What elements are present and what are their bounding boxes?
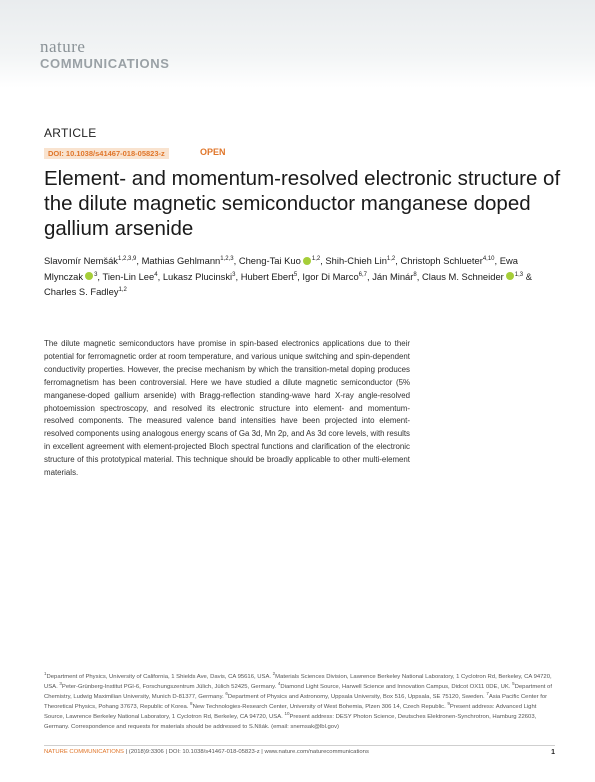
author-name[interactable]: Ján Minár xyxy=(372,270,414,282)
author-separator: , xyxy=(157,270,163,282)
affiliation-superscript: 5 xyxy=(293,271,298,278)
author-name[interactable]: Slavomír Nemšák xyxy=(44,255,118,266)
footnote-text: Asia Pacific Center for Theoretical Physics, Pohang 37673, Republic of Korea. xyxy=(44,694,548,710)
affiliation-superscript: 4,10 xyxy=(482,255,495,262)
footnote-number: 6 xyxy=(225,691,228,697)
footnote-number: 1 xyxy=(44,671,47,677)
author-list xyxy=(44,253,559,300)
affiliation-superscript: 1,2,3 xyxy=(220,255,234,262)
author-name[interactable]: Tien-Lin Lee xyxy=(102,270,155,282)
footer-divider xyxy=(44,745,555,746)
footnote-number: 2 xyxy=(272,671,276,677)
footnote-text: Present address: DESY Photon Science, Deutsches Elektronen-Synchrotron, Hamburg 22603, Germany. Correspondence and requests for materials should be addressed to S.Nšák. (email: snemsak@lbl.gov) xyxy=(44,714,537,730)
logo-communications-text: COMMUNICATIONS xyxy=(40,56,170,71)
affiliation-footnotes xyxy=(44,672,555,732)
abstract: The dilute magnetic semiconductors have promise in spin-based electronics applications due to their potential for ferromagnetic order at room temperature, and various unique switching and spin-dependent conductivity properties. However, the precise mechanism by which the transition-metal doping produces ferromagnetism has been controversial. Here we have studied a dilute magnetic semiconductor (5% manganese-doped gallium arsenide) with Bragg-reflection standing-wave hard X-ray angle-resolved photoemission spectroscopy, and resolved its electronic structure into element- and momentum- resolved components. The measured valence band intensities have been projected into element-resolved components using analogous energy scans of Ga 3d, Mn 2p, and As 3d core levels, with results in excellent agreement with element-projected Bloch spectral functions and clarification of the electronic structure of this prototypical material. This technique should be broadly applicable to other multi-element materials. xyxy=(44,339,410,478)
author-separator: , xyxy=(97,270,103,282)
page-number: 1 xyxy=(551,749,555,756)
article-title: Element- and momentum-resolved electronic structure of the dilute magnetic semiconductor manganese doped gallium arsenide xyxy=(44,167,561,240)
footnote-text: Department of Chemistry, Ludwig Maximilian University, Munich D-81377, Germany. xyxy=(44,684,552,700)
orcid-icon[interactable] xyxy=(303,257,311,265)
affiliation-superscript: 8 xyxy=(413,271,417,278)
author-name[interactable]: Mathias Gehlmann xyxy=(141,255,221,266)
author-name[interactable]: Cheng-Tai Kuo xyxy=(238,255,301,266)
logo-nature-text: nature xyxy=(40,37,86,56)
footnote-text: Materials Sciences Division, Lawrence Berkeley National Laboratory, 1 Cyclotron Rd, Berkeley, CA 94720, USA. xyxy=(44,674,552,690)
journal-logo[interactable] xyxy=(40,38,169,71)
footnote-number: 10 xyxy=(284,711,290,717)
doi-badge[interactable]: DOI: 10.1038/s41467-018-05823-z xyxy=(44,148,169,159)
author-separator: , xyxy=(416,270,422,282)
footnote-number: 5 xyxy=(512,681,515,687)
affiliation-superscript: 1,2 xyxy=(386,255,396,262)
orcid-icon[interactable] xyxy=(85,272,93,280)
author-name[interactable]: Hubert Ebert xyxy=(240,270,294,282)
author-name[interactable]: Charles S. Fadley xyxy=(44,286,119,297)
footnote-text: Diamond Light Source, Harwell Science and Innovation Campus, Didcot OX11 0DE, UK. xyxy=(280,684,513,690)
author-name[interactable]: Lukasz Plucinski xyxy=(162,270,233,282)
author-name[interactable]: Shih-Chieh Lin xyxy=(325,255,387,266)
affiliation-superscript: 4 xyxy=(154,271,158,278)
author-name[interactable]: Ewa Mlynczak xyxy=(44,255,518,282)
author-separator: , xyxy=(235,270,241,282)
footnote-number: 3 xyxy=(59,681,62,687)
footnote-text: Present address: Advanced Light Source, Lawrence Berkeley National Laboratory, 1 Cyclotron Rd, Berkeley, CA 94720, USA. xyxy=(44,704,537,720)
article-type-label: ARTICLE xyxy=(44,126,97,140)
footnote-number: 9 xyxy=(447,701,450,707)
page-footer xyxy=(44,749,555,755)
footnote-number: 7 xyxy=(486,691,489,697)
author-name[interactable]: Christoph Schlueter xyxy=(400,255,483,266)
author-separator: , xyxy=(494,255,500,266)
author-name[interactable]: Igor Di Marco xyxy=(302,270,359,282)
affiliation-superscript: 3 xyxy=(232,271,236,278)
author-separator: , xyxy=(297,270,303,282)
footnote-number: 4 xyxy=(277,681,281,687)
author-separator: & xyxy=(523,270,532,282)
footnote-text: Department of Physics, University of California, 1 Shields Ave, Davis, CA 95616, USA. xyxy=(46,674,273,680)
affiliation-superscript: 1,3 xyxy=(514,271,524,278)
affiliation-superscript: 6,7 xyxy=(358,271,368,278)
affiliation-superscript: 1,2 xyxy=(118,286,127,293)
author-separator: , xyxy=(136,255,142,266)
open-access-label: OPEN xyxy=(200,147,226,157)
author-name[interactable]: Claus M. Schneider xyxy=(421,270,504,282)
author-separator: , xyxy=(233,255,239,266)
affiliation-superscript: 1,2,3,9 xyxy=(117,255,137,262)
author-separator: , xyxy=(395,255,401,266)
footer-journal-name: NATURE COMMUNICATIONS xyxy=(44,749,124,755)
footnote-text: Peter-Grünberg-Institut PGI-6, Forschungszentrum Jülich, Jülich 52425, Germany. xyxy=(61,684,278,690)
footer-citation: | (2018)9:3306 | DOI: 10.1038/s41467-018-05823-z | www.nature.com/naturecommunications xyxy=(123,749,369,755)
affiliation-superscript: 1,2 xyxy=(311,255,321,262)
footnote-text: Department of Physics and Astronomy, Uppsala University, Box 516, Uppsala, SE 75120, Sweden. xyxy=(227,694,487,700)
author-separator: , xyxy=(320,255,326,266)
footnote-number: 8 xyxy=(190,701,193,707)
affiliation-superscript: 3 xyxy=(94,271,98,278)
author-separator: , xyxy=(367,270,373,282)
footnote-text: New Technologies-Research Center, University of West Bohemia, Plzen 306 14, Czech Republic. xyxy=(192,704,448,710)
orcid-icon[interactable] xyxy=(506,272,514,280)
